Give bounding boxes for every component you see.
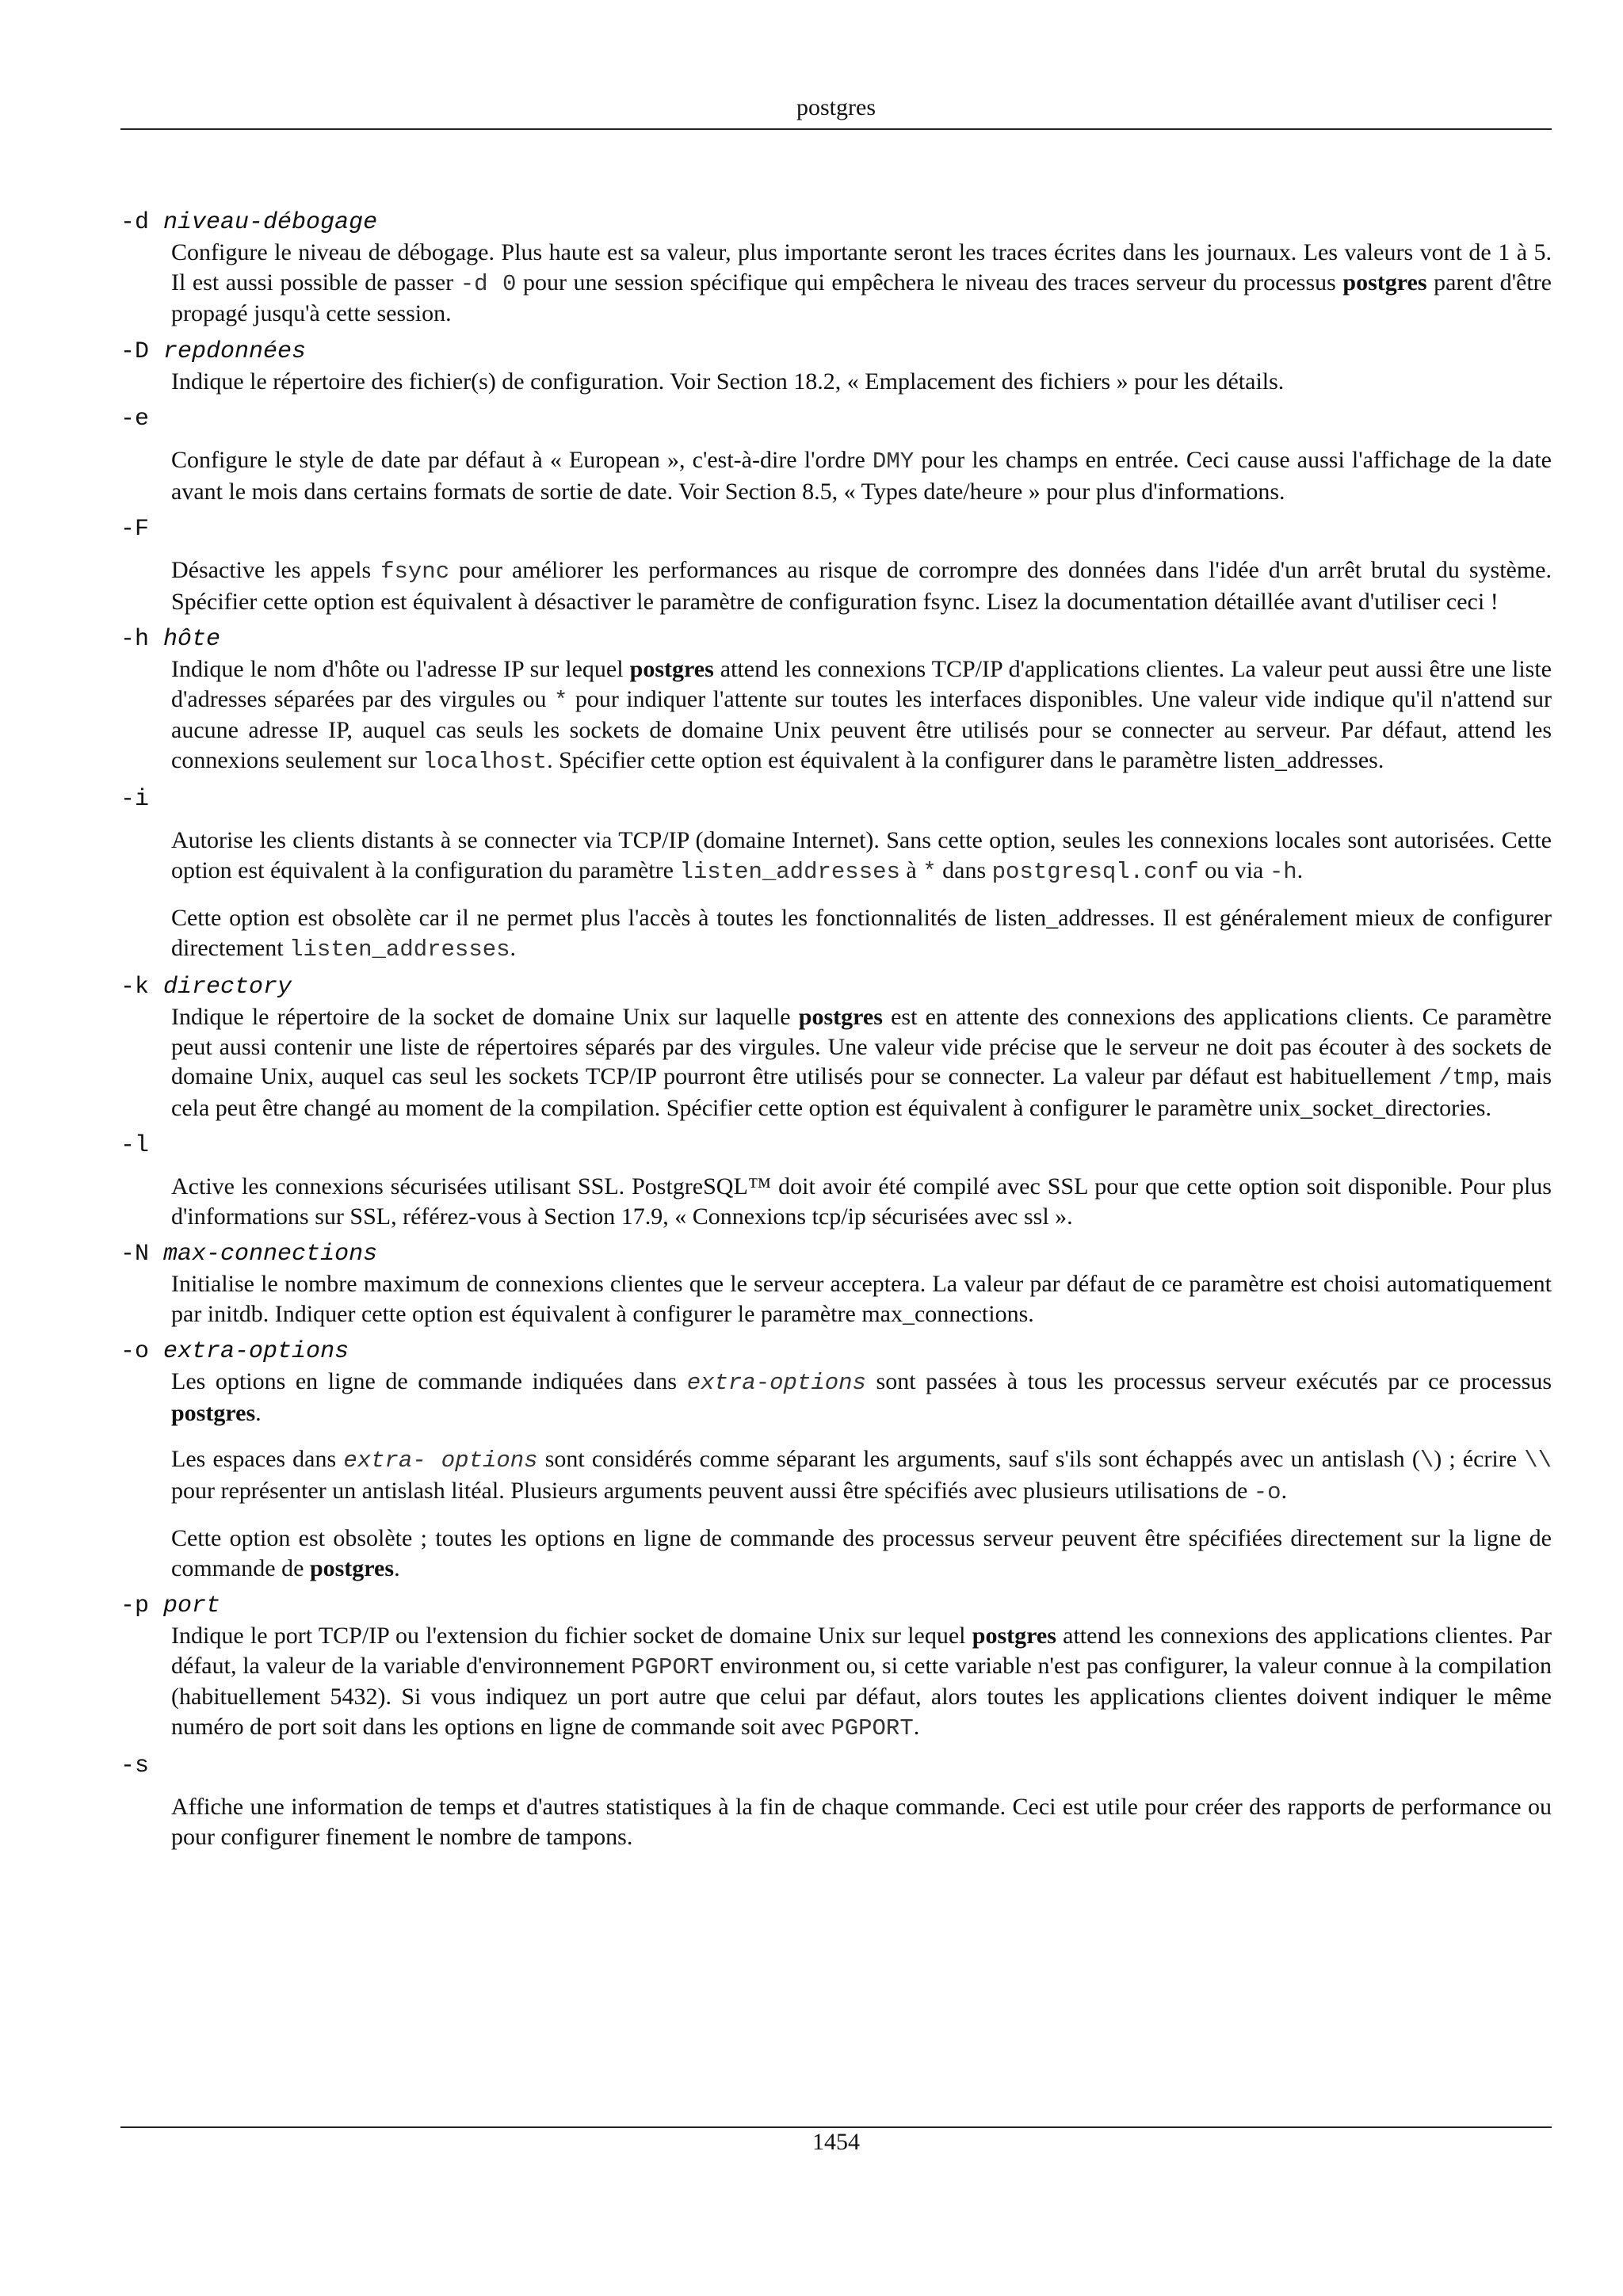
option-entry: [120, 784, 1552, 964]
text-run: pour représenter un antislash litéal. Plusieurs arguments peuvent aussi être spécifiés avec plusieurs utilisations de: [171, 1477, 1254, 1504]
option-entry: [120, 404, 1552, 506]
option-entry: [120, 208, 1552, 329]
header-rule: [120, 128, 1552, 130]
option-flag: -l: [120, 1132, 150, 1159]
option-flag: -i: [120, 786, 150, 813]
command-name: postgres: [798, 1004, 883, 1030]
inline-code: listen_addresses: [289, 936, 510, 963]
text-run: dans: [936, 856, 992, 883]
inline-code: PGPORT: [631, 1653, 714, 1680]
option-flag: -F: [120, 516, 150, 543]
option-description: [171, 555, 1552, 616]
text-run: Indique le répertoire de la socket de domaine Unix sur laquelle: [171, 1004, 799, 1030]
option-flag: -h: [120, 626, 150, 653]
option-description: [171, 1172, 1552, 1231]
description-paragraph: [171, 367, 1552, 397]
description-paragraph: [171, 1621, 1552, 1743]
option-term: [120, 337, 1552, 367]
text-run: .: [1296, 856, 1304, 883]
inline-code: postgresql.conf: [991, 858, 1199, 885]
command-name: postgres: [1342, 269, 1427, 296]
text-run: , mais cela peut être changé au moment de la compilation. Spécifier cette option est équivalent à configurer le paramètre unix_socket_directories.: [171, 1063, 1552, 1121]
text-run: .: [1281, 1477, 1288, 1504]
option-entry: [120, 1131, 1552, 1231]
option-entry: [120, 1239, 1552, 1329]
option-term: [120, 784, 1552, 814]
description-paragraph: [171, 1002, 1552, 1123]
command-name: postgres: [171, 1399, 256, 1426]
option-description: [171, 238, 1552, 329]
text-run: Cette option est obsolète car il ne permet plus l'accès à toutes les fonctionnalités de listen_addresses. Il est généralement mieux de configurer directement: [171, 905, 1552, 961]
command-name: postgres: [629, 656, 714, 682]
inline-code: /tmp: [1438, 1065, 1494, 1091]
inline-code: \\: [1524, 1447, 1552, 1474]
inline-code: -d 0: [460, 270, 517, 297]
option-term: [120, 1337, 1552, 1367]
text-run: à: [899, 856, 923, 883]
description-paragraph: [171, 1792, 1552, 1852]
option-description: [171, 1269, 1552, 1329]
description-paragraph: [171, 555, 1552, 616]
inline-code: -o: [1253, 1478, 1281, 1505]
description-paragraph: [171, 1172, 1552, 1231]
command-name: postgres: [972, 1623, 1056, 1649]
option-description: [171, 367, 1552, 397]
text-run: pour les champs en entrée. Ceci cause aussi l'affichage de la date avant le mois dans certains formats de sortie de date. Voir Section 8.5, « Types date/heure » pour plus d'informations.: [171, 447, 1552, 505]
text-run: pour indiquer l'attente sur toutes les interfaces disponibles. Une valeur vide indique qu'il n'attend sur aucune adresse IP, auquel cas seuls les sockets de domaine Unix peuvent être utilisés pour se connecter au serveur. Par défaut, attend les connexions seulement sur: [171, 685, 1552, 773]
text-run: environment ou, si cette variable n'est pas configurer, la valeur connue à la compilation (habituellement 5432). Si vous indiquez un port autre que celui par défaut, alors toutes les applications clientes doivent indiquer le même numéro de port soit dans les options en ligne de commande soit avec: [171, 1652, 1552, 1740]
description-paragraph: [171, 1444, 1552, 1507]
description-paragraph: [171, 238, 1552, 329]
text-run: Indique le répertoire des fichier(s) de configuration. Voir Section 18.2, « Emplacement des fichiers » pour les détails.: [171, 368, 1285, 395]
option-flag: -N: [120, 1241, 150, 1268]
text-run: Affiche une information de temps et d'autres statistiques à la fin de chaque commande. Ceci est utile pour créer des rapports de performance ou pour configurer finement le nombre de tampons.: [171, 1794, 1552, 1850]
option-description: [171, 1002, 1552, 1123]
option-flag: -p: [120, 1592, 150, 1619]
description-paragraph: [171, 445, 1552, 506]
text-run: sont passées à tous les processus serveur exécutés par ce processus: [865, 1368, 1552, 1394]
inline-code: fsync: [380, 559, 450, 585]
option-description: [171, 826, 1552, 964]
option-flag: -D: [120, 338, 150, 365]
option-entry: [120, 1591, 1552, 1743]
inline-code: *: [553, 687, 568, 714]
inline-code: PGPORT: [831, 1714, 914, 1741]
option-term: [120, 514, 1552, 544]
text-run: .: [913, 1713, 920, 1740]
option-entry: [120, 514, 1552, 616]
option-flag: -s: [120, 1753, 150, 1779]
option-argument: hôte: [163, 626, 221, 653]
page-number: 1454: [812, 2129, 860, 2155]
option-description: [171, 1621, 1552, 1743]
text-run: Les espaces dans: [171, 1446, 344, 1472]
option-description: [171, 445, 1552, 506]
text-run: .: [510, 934, 517, 961]
inline-code: localhost: [422, 748, 548, 775]
text-run: Initialise le nombre maximum de connexions clientes que le serveur acceptera. La valeur par défaut de ce paramètre est choisi automatiquement par initdb. Indiquer cette option est équivalent à configurer le paramètre max_connections.: [171, 1271, 1552, 1327]
text-run: Désactive les appels: [171, 557, 381, 583]
text-run: .: [255, 1399, 262, 1426]
text-run: Indique le nom d'hôte ou l'adresse IP sur lequel: [171, 656, 630, 682]
inline-code: *: [922, 858, 937, 885]
option-term: [120, 1131, 1552, 1161]
text-run: Configure le style de date par défaut à « European », c'est-à-dire l'ordre: [171, 447, 873, 473]
text-run: attend les connexions TCP/IP d'applications clientes. La valeur peut aussi être une liste d'adresses séparées par des virgules ou: [171, 656, 1552, 712]
text-run: Autorise les clients distants à se connecter via TCP/IP (domaine Internet). Sans cette option, seules les connexions locales sont autorisées. Cette option est équivalent à la configuration du paramètre: [171, 827, 1552, 883]
text-run: Active les connexions sécurisées utilisant SSL. PostgreSQL™ doit avoir été compilé avec SSL pour que cette option soit disponible. Pour plus d'informations sur SSL, référez-vous à Section 17.9, « Connexions tcp/ip sécurisées avec ssl ».: [171, 1173, 1552, 1230]
text-run: Configure le niveau de débogage. Plus haute est sa valeur, plus importante seront les traces écrites dans les journaux. Les valeurs vont de 1 à 5. Il est aussi possible de passer: [171, 239, 1552, 296]
text-run: ou via: [1198, 856, 1270, 883]
option-description: [171, 1792, 1552, 1852]
text-run: sont considérés comme séparant les arguments, sauf s'ils sont échappés avec un antislash (: [537, 1446, 1420, 1472]
inline-code: DMY: [872, 448, 915, 475]
option-description: [171, 654, 1552, 776]
option-term: [120, 972, 1552, 1002]
text-run: attend les connexions des applications clientes. Par défaut, la valeur de la variable d'environnement: [171, 1623, 1552, 1679]
option-term: [120, 404, 1552, 434]
option-argument: max-connections: [163, 1241, 378, 1268]
text-run: Indique le port TCP/IP ou l'extension du fichier socket de domaine Unix sur lequel: [171, 1623, 972, 1649]
option-term: [120, 1751, 1552, 1781]
description-paragraph: [171, 1524, 1552, 1583]
inline-code: listen_addresses: [679, 858, 900, 885]
text-run: Cette option est obsolète ; toutes les options en ligne de commande des processus serveur peuvent être spécifiées directement sur la ligne de commande de: [171, 1525, 1552, 1581]
option-argument: extra-options: [163, 1338, 349, 1365]
description-paragraph: [171, 826, 1552, 887]
option-term: [120, 624, 1552, 654]
description-paragraph: [171, 654, 1552, 776]
option-term: [120, 208, 1552, 238]
option-flag: -o: [120, 1338, 150, 1365]
option-term: [120, 1591, 1552, 1621]
option-term: [120, 1239, 1552, 1269]
inline-code: -h: [1269, 858, 1297, 885]
option-argument: directory: [163, 974, 292, 1001]
option-description: [171, 1367, 1552, 1583]
option-entry: [120, 972, 1552, 1123]
option-argument: port: [163, 1592, 221, 1619]
text-run: pour une session spécifique qui empêchera le niveau des traces serveur du processus: [516, 269, 1343, 296]
option-flag: -k: [120, 974, 150, 1001]
text-run: parent d'être propagé jusqu'à cette session.: [171, 269, 1552, 326]
text-run: pour améliorer les performances au risque de corrompre des données dans l'idée d'un arrêt brutal du système. Spécifier cette option est équivalent à désactiver le paramètre de configuration fsync. Lisez la documentation détaillée avant d'utiliser ceci !: [171, 557, 1552, 615]
option-entry: [120, 1337, 1552, 1583]
option-flag: -d: [120, 209, 150, 236]
text-run: ) ; écrire: [1434, 1446, 1525, 1472]
description-paragraph: [171, 1269, 1552, 1329]
option-list: [120, 208, 1552, 1859]
command-name: postgres: [309, 1554, 395, 1581]
text-run: . Spécifier cette option est équivalent à la configurer dans le paramètre listen_addresses.: [547, 746, 1384, 773]
option-entry: [120, 624, 1552, 776]
description-paragraph: [171, 1367, 1552, 1428]
option-entry: [120, 337, 1552, 397]
option-argument: repdonnées: [163, 338, 307, 365]
option-entry: [120, 1751, 1552, 1852]
text-run: .: [394, 1554, 400, 1581]
option-argument: niveau-débogage: [163, 209, 378, 236]
inline-replaceable: extra- options: [343, 1447, 538, 1474]
option-flag: -e: [120, 406, 150, 433]
description-paragraph: [171, 903, 1552, 964]
text-run: Les options en ligne de commande indiquées dans: [171, 1368, 687, 1394]
text-run: est en attente des connexions des applications clients. Ce paramètre peut aussi contenir une liste de répertoires séparés par des virgules. Une valeur vide précise que le serveur ne doit pas écouter à des sockets de domaine Unix, auquel cas seul les sockets TCP/IP pourront être utilisés pour se connecter. La valeur par défaut est habituellement: [171, 1004, 1552, 1089]
running-header: postgres: [796, 94, 876, 120]
inline-replaceable: extra-options: [686, 1370, 866, 1396]
inline-code: \: [1419, 1447, 1434, 1474]
